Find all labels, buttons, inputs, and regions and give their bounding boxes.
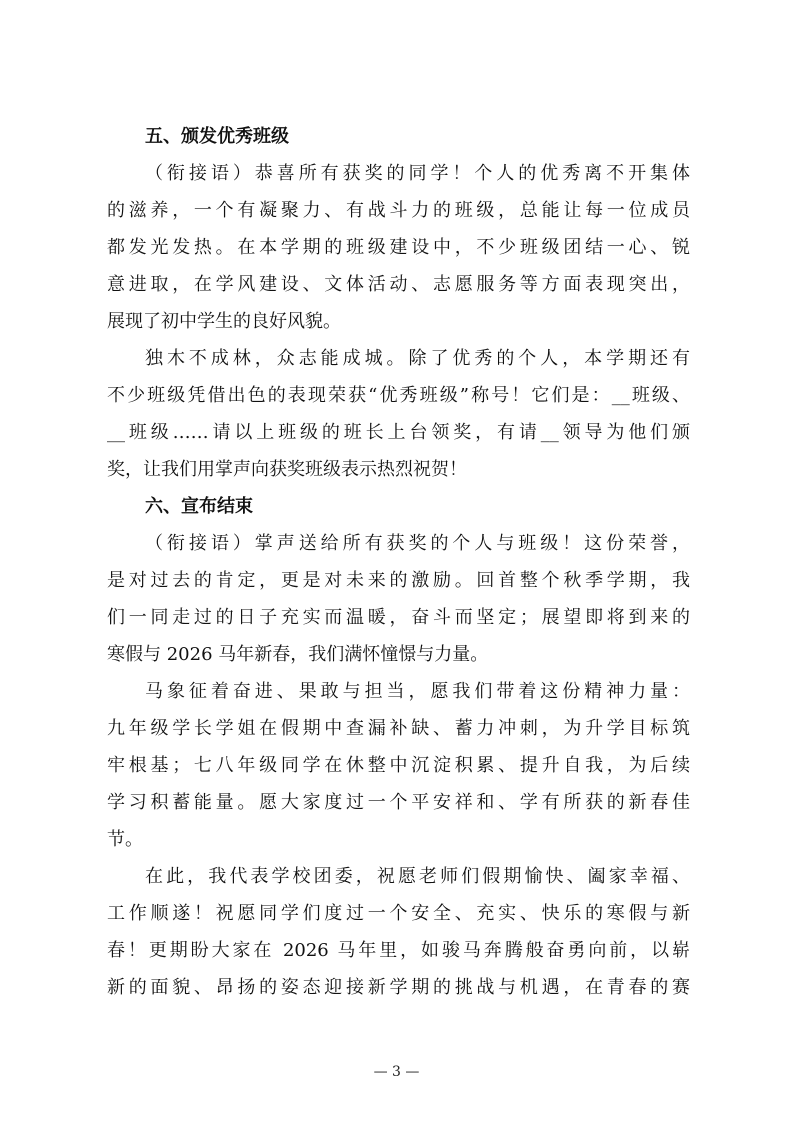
- heading-text: 五、颁发优秀班级: [145, 126, 289, 147]
- paragraph: [107, 340, 690, 488]
- paragraph: [107, 155, 690, 340]
- text-line: 在此，我代表学校团委，祝愿老师们假期愉快、阖家幸福、: [145, 866, 690, 887]
- text-line: 节。: [107, 829, 143, 850]
- text-line: 独木不成林，众志能成城。除了优秀的个人，本学期还有: [145, 348, 690, 369]
- text-line: 寒假与 2026 马年新春，我们满怀憧憬与力量。: [107, 644, 489, 665]
- heading-text: 六、宣布结束: [145, 496, 253, 517]
- text-line: 春！更期盼大家在 2026 马年里，如骏马奔腾般奋勇向前，以崭: [107, 940, 690, 961]
- text-line: （衔接语）恭喜所有获奖的同学！个人的优秀离不开集体: [145, 163, 690, 184]
- text-line: 学习积蓄能量。愿大家度过一个平安祥和、学有所获的新春佳: [107, 792, 690, 813]
- text-line: （衔接语）掌声送给所有获奖的个人与班级！这份荣誉，: [145, 533, 690, 554]
- document-body: [107, 118, 690, 1006]
- text-line: 马象征着奋进、果敢与担当，愿我们带着这份精神力量：: [145, 681, 690, 702]
- text-line: __班级……请以上班级的班长上台领奖，有请__领导为他们颁: [107, 422, 690, 443]
- text-line: 工作顺遂！祝愿同学们度过一个安全、充实、快乐的寒假与新: [107, 903, 690, 924]
- text-line: 们一同走过的日子充实而温暖，奋斗而坚定；展望即将到来的: [107, 607, 690, 628]
- text-line: 牢根基；七八年级同学在休整中沉淀积累、提升自我，为后续: [107, 755, 690, 776]
- section-heading: [107, 118, 690, 155]
- text-line: 九年级学长学姐在假期中查漏补缺、蓄力冲刺，为升学目标筑: [107, 718, 690, 739]
- page-number: — 3 —: [373, 1064, 420, 1080]
- paragraph: [107, 525, 690, 673]
- text-line: 是对过去的肯定，更是对未来的激励。回首整个秋季学期，我: [107, 570, 690, 591]
- text-line: 展现了初中学生的良好风貌。: [107, 311, 341, 332]
- text-line: 意进取，在学风建设、文体活动、志愿服务等方面表现突出，: [107, 274, 690, 295]
- paragraph: [107, 673, 690, 858]
- text-line: 不少班级凭借出色的表现荣获“优秀班级”称号！它们是：__班级、: [107, 385, 690, 406]
- section-heading: [107, 488, 690, 525]
- text-line: 的滋养，一个有凝聚力、有战斗力的班级，总能让每一位成员: [107, 200, 690, 221]
- text-line: 新的面貌、昂扬的姿态迎接新学期的挑战与机遇，在青春的赛: [107, 977, 690, 998]
- paragraph: [107, 858, 690, 1006]
- text-line: 奖，让我们用掌声向获奖班级表示热烈祝贺！: [107, 459, 467, 480]
- text-line: 都发光发热。在本学期的班级建设中，不少班级团结一心、锐: [107, 237, 690, 258]
